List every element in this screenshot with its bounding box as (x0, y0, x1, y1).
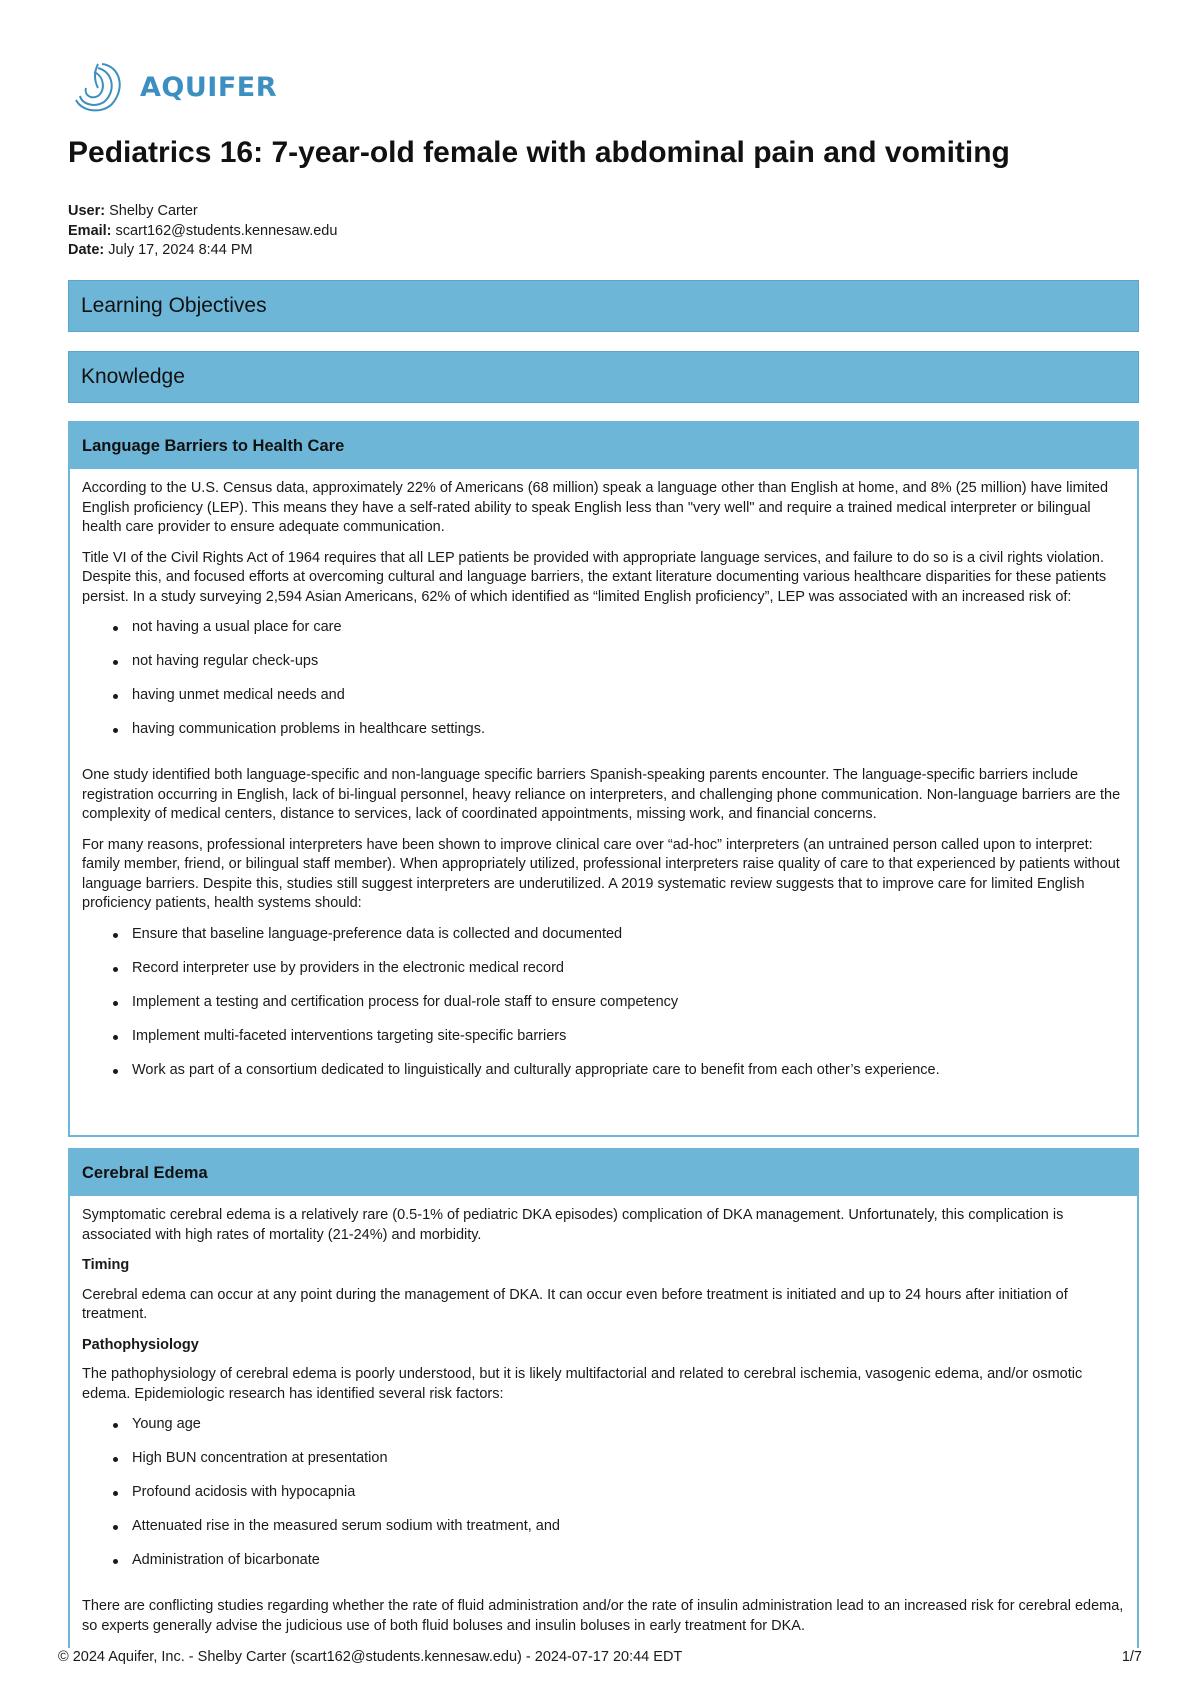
report-meta (68, 202, 337, 261)
list-item: Young age (132, 1415, 1125, 1449)
subheading: Pathophysiology (82, 1336, 199, 1353)
user-label: User: (68, 203, 106, 219)
cerebral-edema-section (68, 1148, 1139, 1648)
date-value: July 17, 2024 8:44 PM (108, 242, 253, 258)
list-item: Ensure that baseline language-preference data is collected and documented (132, 925, 1125, 959)
paragraph: There are conflicting studies regarding whether the rate of fluid administration and/or the rate of insulin administration lead to an increased risk for cerebral edema, so experts generally advise the judicious use of both fluid boluses and insulin boluses in early treatment for DKA. (82, 1598, 1124, 1634)
paragraph: Symptomatic cerebral edema is a relatively rare (0.5-1% of pediatric DKA episodes) complication of DKA management. Unfortunately, this complication is associated with high rates of mortality (21-24%) and morbidity. (82, 1207, 1064, 1243)
list-item: Work as part of a consortium dedicated to linguistically and culturally appropriate care to benefit from each other’s experience. (132, 1061, 1125, 1095)
learning-objectives-title: Learning Objectives (81, 294, 267, 317)
list-item: Implement a testing and certification process for dual-role staff to ensure competency (132, 993, 1125, 1027)
list-item: High BUN concentration at presentation (132, 1449, 1125, 1483)
list-item: Attenuated rise in the measured serum sodium with treatment, and (132, 1517, 1125, 1551)
paragraph: According to the U.S. Census data, approximately 22% of Americans (68 million) speak a language other than English at home, and 8% (25 million) have limited English proficiency (LEP). This means they have a self-rated ability to speak English less than "very well" and require a trained medical interpreter or bilingual health care provider to ensure adequate communication. (82, 480, 1109, 535)
paragraph: One study identified both language-specific and non-language specific barriers Spanish-speaking parents encounter. The language-specific barriers include registration occurring in English, lack of bi-lingual personnel, heavy reliance on interpreters, and challenging phone communication. Non-language barriers are the complexity of medical centers, distance to services, lack of coordinated appointments, missing work, and financial concerns. (82, 767, 1121, 822)
logo-text: AQUIFER (140, 71, 277, 103)
paragraph: For many reasons, professional interpreters have been shown to improve clinical care over “ad-hoc” interpreters (an untrained person called upon to interpret: family member, friend, or bilingual staff member). When appropriately utilized, professional interpreters raise quality of care to that experienced by patients without language barriers. Despite this, studies still suggest interpreters are underutilized. A 2019 systematic review suggests that to improve care for limited English proficiency patients, health systems should: (82, 836, 1120, 911)
list-item: not having a usual place for care (132, 618, 1125, 652)
footer-copyright: © 2024 Aquifer, Inc. - Shelby Carter (scart162@students.kennesaw.edu) - 2024-07-17 20:44 EDT (58, 1649, 683, 1665)
page-title: Pediatrics 16: 7-year-old female with abdominal pain and vomiting (68, 136, 1010, 169)
knowledge-bar (68, 351, 1139, 403)
recommendation-list (82, 925, 1125, 1095)
user-value: Shelby Carter (109, 203, 198, 219)
list-item: Implement multi-faceted interventions targeting site-specific barriers (132, 1027, 1125, 1061)
knowledge-title: Knowledge (81, 365, 185, 388)
list-item: having unmet medical needs and (132, 686, 1125, 720)
section-title: Cerebral Edema (70, 1150, 1137, 1196)
aquifer-logo (68, 58, 277, 116)
page-number: 1/7 (1121, 1649, 1142, 1665)
email-value: scart162@students.kennesaw.edu (115, 222, 338, 239)
list-item: having communication problems in healthcare settings. (132, 720, 1125, 754)
page-footer (58, 1649, 1142, 1665)
risk-list (82, 618, 1125, 754)
paragraph: Title VI of the Civil Rights Act of 1964 requires that all LEP patients be provided with appropriate language services, and failure to do so is a civil rights violation. Despite this, and focused efforts at overcoming cultural and language barriers, the extant literature documenting various healthcare disparities for these patients persist. In a study surveying 2,594 Asian Americans, 62% of which identified as “limited English proficiency”, LEP was associated with an increased risk of: (82, 549, 1107, 605)
risk-factor-list (82, 1415, 1125, 1585)
list-item: Profound acidosis with hypocapnia (132, 1483, 1125, 1517)
language-barriers-section (68, 421, 1139, 1137)
list-item: not having regular check-ups (132, 652, 1125, 686)
list-item: Record interpreter use by providers in the electronic medical record (132, 959, 1125, 993)
section-title: Language Barriers to Health Care (70, 423, 1137, 469)
learning-objectives-bar (68, 280, 1139, 332)
list-item: Administration of bicarbonate (132, 1551, 1125, 1585)
date-label: Date: (68, 242, 105, 258)
email-label: Email: (68, 222, 112, 239)
subheading: Timing (82, 1257, 130, 1273)
paragraph: The pathophysiology of cerebral edema is poorly understood, but it is likely multifactorial and related to cerebral ischemia, vasogenic edema, and/or osmotic edema. Epidemiologic research has identified several risk factors: (82, 1366, 1083, 1402)
aquifer-logo-icon (68, 58, 136, 116)
paragraph: Cerebral edema can occur at any point during the management of DKA. It can occur even before treatment is initiated and up to 24 hours after initiation of treatment. (82, 1286, 1068, 1322)
